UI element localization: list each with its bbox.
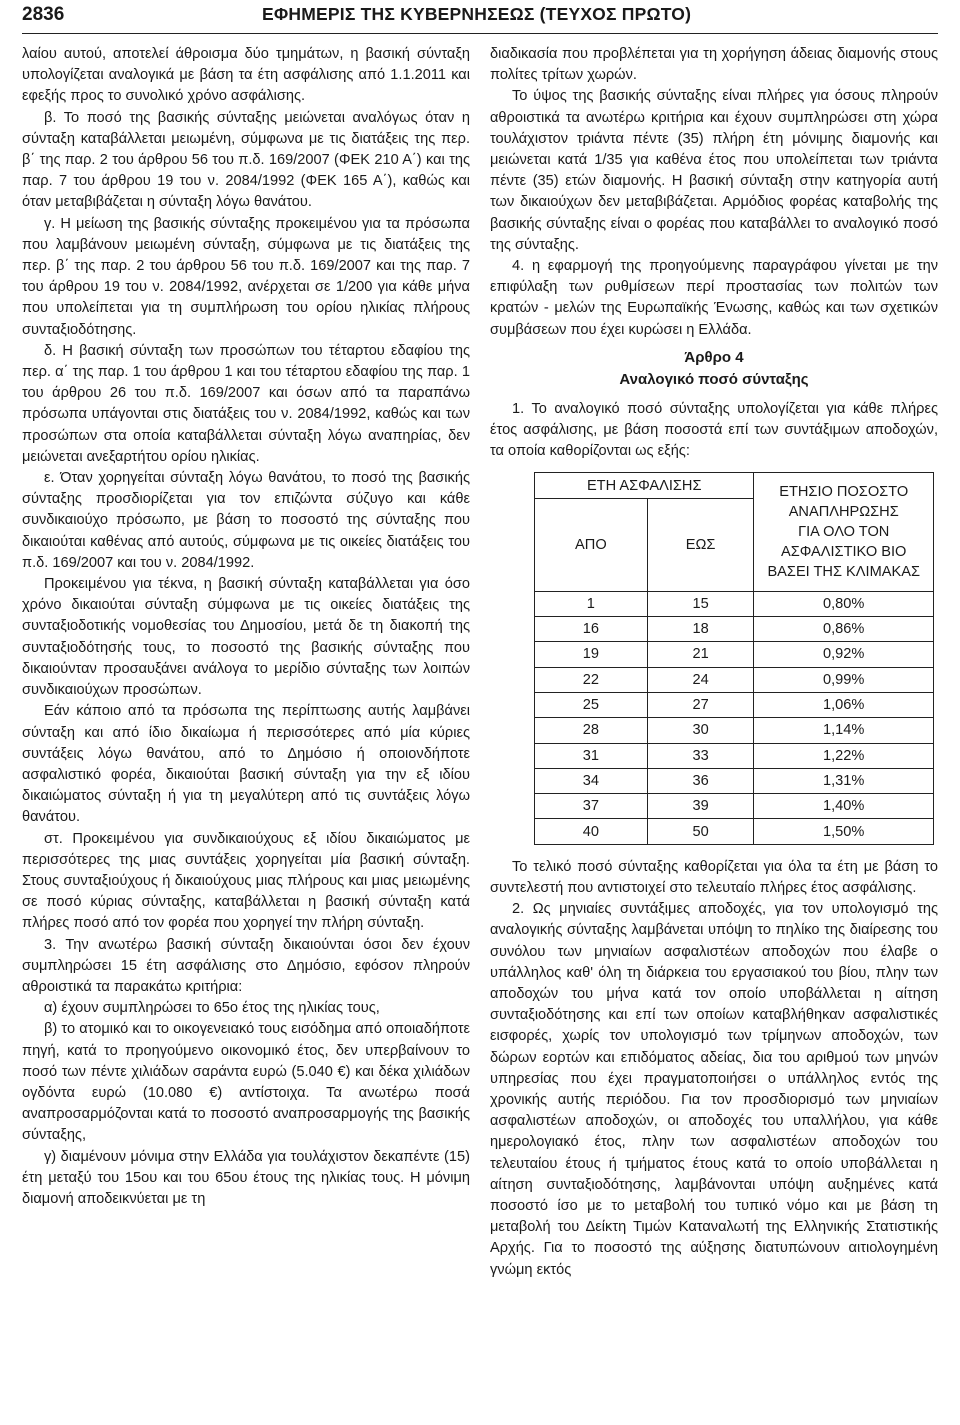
left-column <box>22 44 470 1210</box>
table-row: 34 36 1,31% <box>535 768 934 793</box>
paragraph: Το τελικό ποσό σύνταξης καθορίζεται για όλα τα έτη με βάση το συντελεστή που αντιστοιχεί στο τελευταίο πλήρες έτος ασφάλισης. <box>490 858 938 896</box>
table-row: 22 24 0,99% <box>535 667 934 692</box>
gazette-title: ΕΦΗΜΕΡΙΣ ΤΗΣ ΚΥΒΕΡΝΗΣΕΩΣ (ΤΕΥΧΟΣ ΠΡΩΤΟ) <box>262 4 692 24</box>
paragraph: λαίου αυτού, αποτελεί άθροισμα δύο τμημάτων, η βασική σύνταξη υπολογίζεται αναλογικά με βάση τα έτη ασφάλισης από 1.1.2011 και εφεξής προς το συνολικό χρόνο ασφάλισης. <box>22 46 470 105</box>
paragraph: β. Το ποσό της βασικής σύνταξης μειώνεται αναλόγως όταν η σύνταξη καταβάλλεται μειωμένη, σύμφωνα με τις διατάξεις της περ. β΄ της παρ. 2 του άρθρου 56 του π.δ. 169/2007 (ΦΕΚ 210 Α΄) και της παρ. 7 του άρθρου 19 του ν. 2084/1992 (ΦΕΚ 165 Α΄), καθώς και όταν μεταβιβάζεται η σύνταξη λόγω θανάτου. <box>22 109 470 211</box>
paragraph: Προκειμένου για τέκνα, η βασική σύνταξη καταβάλλεται για όσο χρόνο δικαιούται σύνταξη σύμφωνα με τις οικείες διατάξεις της συνταξιοδοτικής νομοθεσίας του Δημοσίου, μετά δε τη διακοπή της συνταξιοδότησής τους, το ποσοστό της βασικής σύνταξης που δικαιούνταν προσαυξάνει ανάλογα το μερίδιο σύνταξης των λοιπών συνδικαιούχων προσώπων. <box>22 576 470 699</box>
table-row: 31 33 1,22% <box>535 743 934 768</box>
header-rule <box>22 33 938 34</box>
header-rate: ΕΤΗΣΙΟ ΠΟΣΟΣΤΟ ΑΝΑΠΛΗΡΩΣΗΣ ΓΙΑ ΟΛΟ ΤΟΝ ΑΣΦΑΛΙΣΤΙΚΟ ΒΙΟ ΒΑΣΕΙ ΤΗΣ ΚΛΙΜΑΚΑΣ <box>754 473 934 591</box>
article-number: Άρθρο 4 <box>684 348 744 366</box>
table-row: 16 18 0,86% <box>535 617 934 642</box>
table-row: 40 50 1,50% <box>535 819 934 844</box>
paragraph: 2. Ως μηνιαίες συντάξιμες αποδοχές, για τον υπολογισμό της αναλογικής σύνταξης λαμβάνεται υπόψη το πηλίκο της διαίρεσης του συνόλου των μηνιαίων ασφαλιστέων αποδοχών που έλαβε ο υπάλληλος καθ' όλη τη διάρκεια του εργασιακού του βίου, πλην των αποδοχών του μήνα κατά τον οποίο υποβάλλεται η αίτηση συνταξιοδότησης και επί των οποίων καταβλήθηκαν ασφαλιστικές εισφορές, χωρίς τον υπολογισμό των τρίμηνων αποδοχών, των δώρων εορτών και επιδόματος αδείας, δια του αριθμού των μηνών υπηρεσίας που έχει πραγματοποιήσει ο υπάλληλος εντός της χρονικής αυτής περιόδου. Για τον προσδιορισμό των μηνιαίων ασφαλιστέων αποδοχών, οι αποδοχές του υπαλλήλου, για κάθε ημερολογιακό έτος, πλην των ασφαλιστέων αποδοχών του τελευταίου έτους ή τμήματος έτους κατά το οποίο υποβάλλεται η αίτηση συνταξιοδότησης, λαμβάνονται υπόψη αυξημένες κατά ποσοστό ίσο με το μεταβολή του τυπικό νόμο και με βάση τη μεταβολή του Δείκτη Τιμών Καταναλωτή της Ελληνικής Στατιστικής Αρχής. Για το ποσοστό της αύξησης διατυπώνουν αιτιολογημένη γνώμη εκτός <box>490 901 938 1278</box>
paragraph: Εάν κάποιο από τα πρόσωπα της περίπτωσης αυτής λαμβάνει σύνταξη και από ίδιο δικαίωμα ή περισσότερες από μία κύριες συντάξεις λόγω θανάτου, από το Δημόσιο ή οποιονδήποτε ασφαλιστικό φορέα, δικαιούται βασική σύνταξη για την εξ ιδίου δικαιώματος σύνταξη ή για τη μεγαλύτερη από τις συντάξεις λόγω θανάτου. <box>22 703 470 826</box>
paragraph: β) το ατομικό και το οικογενειακό τους εισόδημα από οποιαδήποτε πηγή, κατά το προηγούμενο οικονομικό έτος, δεν υπερβαίνουν το ποσό των πέντε χιλιάδων σαράντα ευρώ (5.040 €) και δέκα χιλιάδων ογδόντα ευρώ (10.080 €) αντίστοιχα. Τα ανωτέρω ποσά αναπροσαρμόζονται κατά το ποσοστό αναπροσαρμογής της βασικής σύνταξης, <box>22 1021 470 1144</box>
paragraph: διαδικασία που προβλέπεται για τη χορήγηση άδειας διαμονής στους πολίτες τρίτων χωρών. <box>490 46 938 84</box>
paragraph: γ) διαμένουν μόνιμα στην Ελλάδα για τουλάχιστον δεκαπέντε (15) έτη μεταξύ του 15ου και του 65ου έτους της ηλικίας τους. Η μόνιμη διαμονή αποδεικνύεται με τη <box>22 1148 470 1207</box>
header-from: ΑΠΟ <box>535 498 648 591</box>
paragraph: Το ύψος της βασικής σύνταξης είναι πλήρες για όσους πληρούν αθροιστικά τα ανωτέρω κριτήρια και έχουν συμπληρώσει στη χώρα τουλάχιστον τριάντα πέντε (35) πλήρη έτη μόνιμης διαμονής και μειώνεται κατά 1/35 για καθένα έτος που υπολείπεται των τριάντα πέντε (35) ετών διαμονής. Η βασική σύνταξη στην κατηγορία αυτή των δικαιούχων δεν μεταβιβάζεται. Αρμόδιος φορέας καταβολής της βασικής σύνταξης είναι ο φορέας που καταβάλλει το αναλογικό ποσό της σύνταξης. <box>490 88 938 253</box>
paragraph: 1. Το αναλογικό ποσό σύνταξης υπολογίζεται για κάθε πλήρες έτος ασφάλισης, με βάση ποσοστά επί των συντάξιμων αποδοχών, τα οποία καθορίζονται ως εξής: <box>490 400 938 460</box>
article-title: Αναλογικό ποσό σύνταξης <box>619 370 809 388</box>
paragraph: δ. Η βασική σύνταξη των προσώπων του τέταρτου εδαφίου της περ. α΄ της παρ. 1 του άρθρου 1 και του τέταρτου εδαφίου της παρ. 1 του άρθρου 26 του π.δ. 169/2007 και όσων από τα παραπάνω πρόσωπα υπάγονται στις διατάξεις του ν. 2084/1992, καθώς και των προσώπων στα οποία καταβάλλεται σύνταξη λόγω αναπηρίας, δεν μειώνεται ανεξαρτήτου ορίου ηλικίας. <box>22 342 470 465</box>
table-row: 25 27 1,06% <box>535 692 934 717</box>
page-header <box>22 4 938 32</box>
right-column <box>490 44 938 1281</box>
paragraph: ε. Όταν χορηγείται σύνταξη λόγω θανάτου, το ποσό της βασικής σύνταξης προσδιορίζεται για τον επιζώντα σύζυγο και κάθε συνδικαιούχο πρόσωπο, με βάση το ποσοστό της σύνταξης που δικαιούται καθένας από αυτούς, σύμφωνα με τις οικείες διατάξεις του π.δ. 169/2007 και του ν. 2084/1992. <box>22 470 470 571</box>
paragraph: 3. Την ανωτέρω βασική σύνταξη δικαιούνται όσοι δεν έχουν συμπληρώσει 15 έτη ασφάλισης στο Δημόσιο, εφόσον πληρούν αθροιστικά τα παρακάτω κριτήρια: <box>22 936 470 995</box>
table-row: 1 15 0,80% <box>535 591 934 616</box>
header-years: ΕΤΗ ΑΣΦΑΛΙΣΗΣ <box>535 473 754 498</box>
pension-rate-table <box>534 472 934 844</box>
page-number: 2836 <box>22 4 65 25</box>
paragraph: στ. Προκειμένου για συνδικαιούχους εξ ιδίου δικαιώματος με περισσότερες της μιας συντάξεις χορηγείται μία βασική σύνταξη. Στους συνταξιούχους ή δικαιούχους μιας πλήρους και μιας μειωμένης σε ποσό κύριας σύνταξης, καταβάλλεται η βασική σύνταξη κατά πλήρες ποσό από τον φορέα που χορηγεί την πλήρη σύνταξη. <box>22 830 470 932</box>
paragraph: γ. Η μείωση της βασικής σύνταξης προκειμένου για τα πρόσωπα που λαμβάνουν μειωμένη σύνταξη, σύμφωνα με τις διατάξεις της περ. β΄ της παρ. 2 του άρθρου 56 του π.δ. 169/2007 και της παρ. 7 του άρθρου 19 του ν. 2084/1992, ανέρχεται σε 1/200 για κάθε μήνα που υπολείπεται για τη συμπλήρωση του ορίου ηλικίας πλήρους συνταξιοδότησης. <box>22 215 470 338</box>
table-row: 19 21 0,92% <box>535 642 934 667</box>
table-row: 37 39 1,40% <box>535 794 934 819</box>
paragraph: α) έχουν συμπληρώσει το 65ο έτος της ηλικίας τους, <box>44 1000 380 1017</box>
paragraph: 4. η εφαρμογή της προηγούμενης παραγράφου γίνεται με την επιφύλαξη των ρυθμίσεων περί προστασίας των πολιτών των κρατών - μελών της Ευρωπαϊκής Ένωσης, καθώς και των σχετικών συμβάσεων που έχει κυρώσει η Ελλάδα. <box>490 258 938 338</box>
header-to: ΕΩΣ <box>647 498 754 591</box>
table-row: 28 30 1,14% <box>535 718 934 743</box>
